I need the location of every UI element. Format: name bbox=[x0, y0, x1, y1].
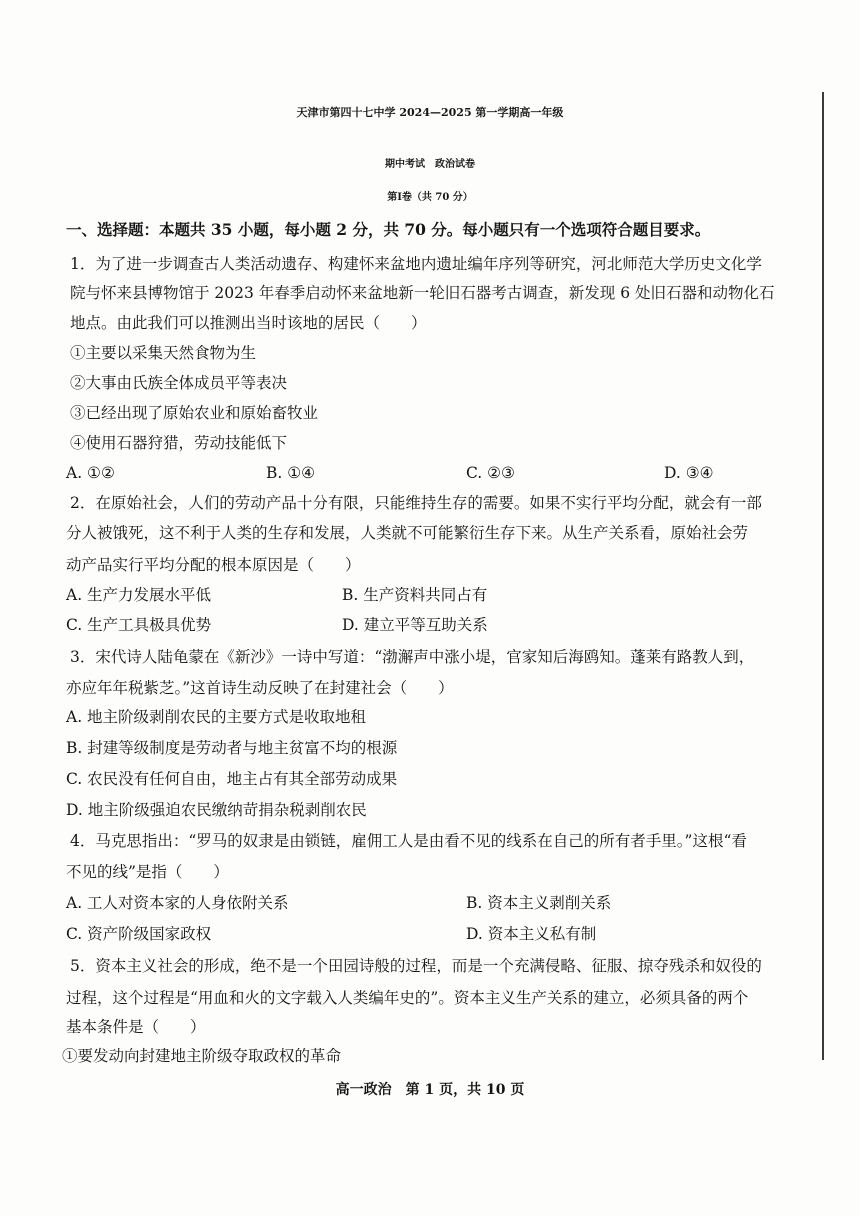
q3-option-b: B. 封建等级制度是劳动者与地主贫富不均的根源 bbox=[66, 739, 398, 757]
q1-option-a: A. ①② bbox=[66, 464, 115, 482]
q4-line-1: 4．马克思指出：“罗马的奴隶是由锁链，雇佣工人是由看不见的线系在自己的所有者手里。”这根“看 bbox=[70, 832, 747, 850]
exam-subtitle: 期中考试 政治试卷 bbox=[385, 159, 475, 170]
q1-line-3: 地点。由此我们可以推测出当时该地的居民（ ） bbox=[70, 314, 427, 332]
q4-line-2: 不见的线”是指（ ） bbox=[66, 863, 229, 881]
q3-line-1: 3．宋代诗人陆龟蒙在《新沙》一诗中写道：“渤澥声中涨小堤，官家知后海鸥知。蓬莱有路教人到， bbox=[70, 648, 755, 666]
q5-item-1: ①要发动向封建地主阶级夺取政权的革命 bbox=[62, 1047, 342, 1065]
q2-line-1: 2．在原始社会，人们的劳动产品十分有限，只能维持生存的需要。如果不实行平均分配，就会有一部 bbox=[70, 494, 762, 512]
q2-option-c: C. 生产工具极具优势 bbox=[66, 616, 212, 634]
exam-title: 天津市第四十七中学 2024—2025 第一学期高一年级 bbox=[296, 106, 564, 119]
q4-option-d: D. 资本主义私有制 bbox=[466, 925, 597, 943]
section-heading: 一、选择题：本题共 35 小题，每小题 2 分，共 70 分。每小题只有一个选项符合题目要求。 bbox=[66, 220, 711, 239]
q1-item-2: ②大事由氏族全体成员平等表决 bbox=[70, 374, 288, 392]
q1-line-1: 1．为了进一步调查古人类活动遗存、构建怀来盆地内遗址编年序列等研究，河北师范大学历史文化学 bbox=[70, 255, 762, 273]
q1-option-c: C. ②③ bbox=[466, 464, 515, 482]
q3-option-c: C. 农民没有任何自由，地主占有其全部劳动成果 bbox=[66, 770, 398, 788]
q2-option-d: D. 建立平等互助关系 bbox=[342, 616, 488, 634]
q5-line-3: 基本条件是（ ） bbox=[66, 1018, 206, 1036]
q5-line-1: 5．资本主义社会的形成，绝不是一个田园诗般的过程，而是一个充满侵略、征服、掠夺残杀和奴役的 bbox=[70, 957, 762, 975]
q1-item-3: ③已经出现了原始农业和原始畜牧业 bbox=[70, 404, 319, 422]
q4-option-a: A. 工人对资本家的人身依附关系 bbox=[66, 894, 289, 912]
q1-item-4: ④使用石器狩猎，劳动技能低下 bbox=[70, 434, 288, 452]
q4-option-c: C. 资产阶级国家政权 bbox=[66, 925, 212, 943]
q2-option-b: B. 生产资料共同占有 bbox=[342, 586, 488, 604]
q2-line-2: 分人被饿死，这不利于人类的生存和发展，人类就不可能繁衍生存下来。从生产关系看，原始社会劳 bbox=[66, 524, 749, 542]
binding-margin-line bbox=[822, 92, 824, 1060]
q1-option-d: D. ③④ bbox=[664, 464, 714, 482]
volume-heading: 第Ⅰ卷（共 70 分） bbox=[387, 192, 473, 203]
q1-item-1: ①主要以采集天然食物为生 bbox=[70, 344, 257, 362]
q2-option-a: A. 生产力发展水平低 bbox=[66, 586, 212, 604]
q4-option-b: B. 资本主义剥削关系 bbox=[466, 894, 612, 912]
q3-option-a: A. 地主阶级剥削农民的主要方式是收取地租 bbox=[66, 708, 367, 726]
q3-option-d: D. 地主阶级强迫农民缴纳苛捐杂税剥削农民 bbox=[66, 801, 367, 819]
q1-option-b: B. ①④ bbox=[266, 464, 316, 482]
q2-line-3: 动产品实行平均分配的根本原因是（ ） bbox=[66, 556, 361, 574]
page-footer: 高一政治 第 1 页，共 10 页 bbox=[335, 1082, 525, 1098]
q1-line-2: 院与怀来县博物馆于 2023 年春季启动怀来盆地新一轮旧石器考古调查，新发现 6 处旧石器和动物化石 bbox=[70, 284, 775, 302]
q5-line-2: 过程，这个过程是“用血和火的文字载入人类编年史的”。资本主义生产关系的建立，必须具备的两个 bbox=[66, 989, 749, 1007]
q3-line-2: 亦应年年税紫芝。”这首诗生动反映了在封建社会（ ） bbox=[66, 679, 454, 697]
